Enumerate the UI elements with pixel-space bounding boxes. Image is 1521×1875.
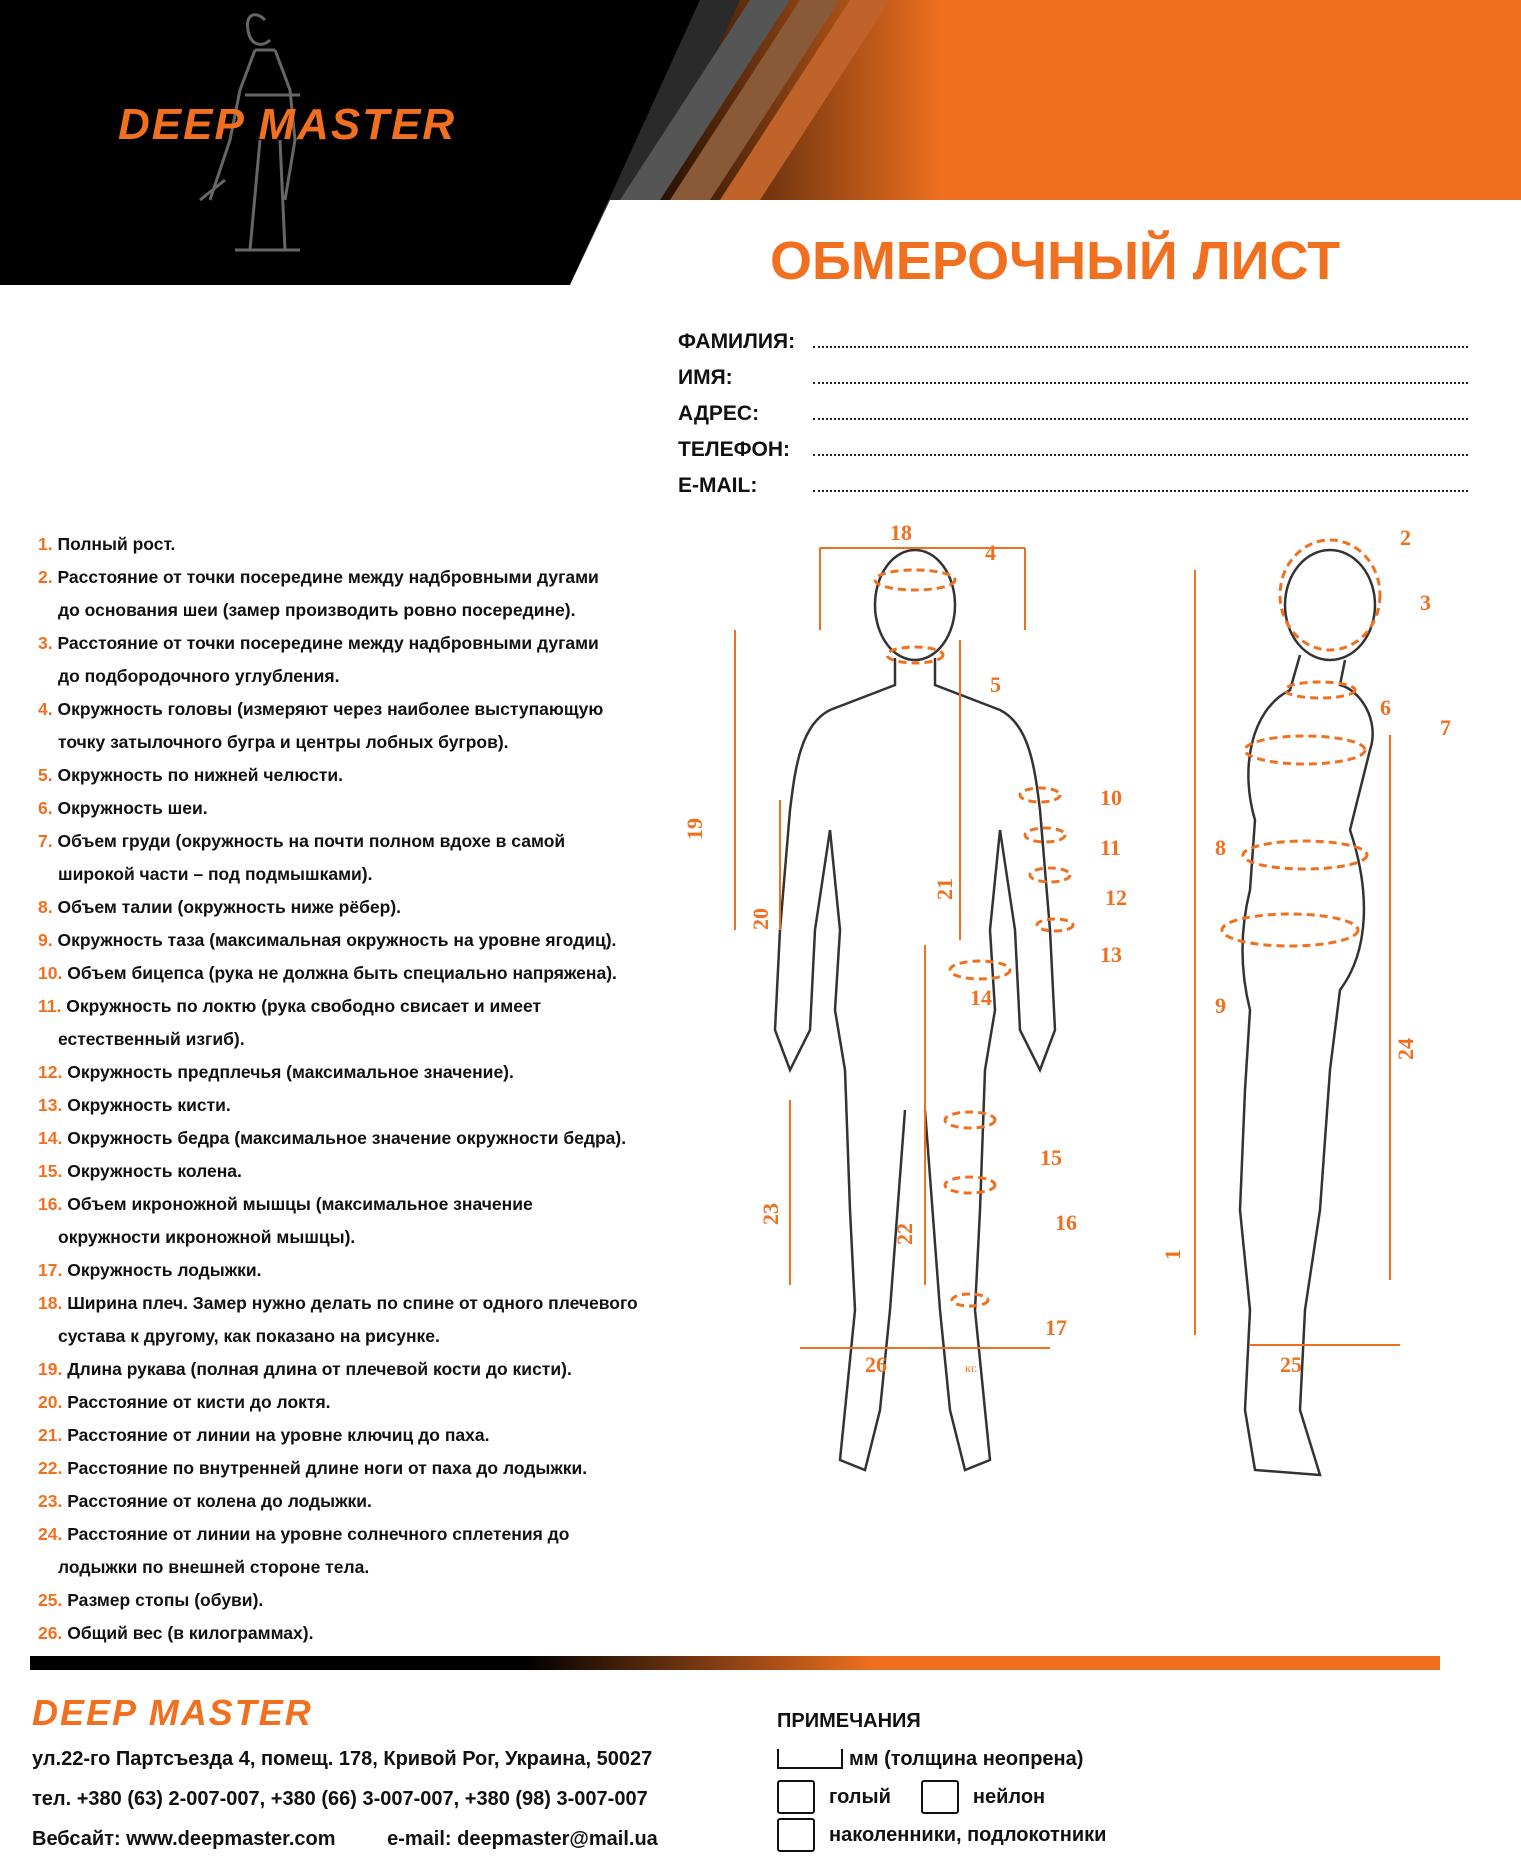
- svg-text:22: 22: [892, 1223, 917, 1245]
- circumference-markers: [875, 540, 1380, 1306]
- measurement-text: Расстояние от кисти до локтя.: [67, 1392, 331, 1412]
- measurement-number: 9.: [38, 930, 53, 950]
- svg-text:23: 23: [758, 1203, 783, 1225]
- measurement-item: [38, 1452, 658, 1485]
- surname-field[interactable]: [813, 332, 1468, 348]
- svg-text:2: 2: [1400, 525, 1411, 550]
- measurement-item: [38, 1089, 658, 1122]
- neoprene-thickness-row: [777, 1740, 1106, 1778]
- form-row-surname: [678, 318, 1468, 354]
- nylon-checkbox[interactable]: [921, 1780, 959, 1814]
- measurement-number: 4.: [38, 699, 53, 719]
- neoprene-thickness-label: мм (толщина неопрена): [849, 1747, 1084, 1770]
- svg-text:17: 17: [1045, 1315, 1067, 1340]
- pads-label: наколенники, подлокотники: [829, 1823, 1107, 1846]
- measurement-text: Окружность предплечья (максимальное значение).: [67, 1062, 514, 1082]
- svg-text:14: 14: [970, 985, 992, 1010]
- measurement-item: [38, 1056, 658, 1089]
- measurement-item: [38, 1287, 658, 1320]
- measurement-item: [38, 891, 658, 924]
- measurement-item: [38, 1122, 658, 1155]
- footer-logo: DEEP MASTER: [32, 1692, 313, 1733]
- measurement-item: [38, 1188, 658, 1221]
- measurement-text: Окружность кисти.: [67, 1095, 231, 1115]
- measurement-number: 7.: [38, 831, 53, 851]
- measurement-number: 11.: [38, 996, 62, 1016]
- svg-text:1: 1: [1160, 1249, 1185, 1260]
- measurement-item: [38, 1023, 658, 1056]
- svg-text:25: 25: [1280, 1352, 1302, 1377]
- address-field[interactable]: [813, 404, 1468, 420]
- name-field[interactable]: [813, 368, 1468, 384]
- measurement-text: Расстояние от точки посередине между надбровными дугами: [57, 567, 599, 587]
- measurement-number: 19.: [38, 1359, 63, 1379]
- neoprene-thickness-field[interactable]: [777, 1749, 843, 1769]
- naked-label: голый: [829, 1785, 891, 1808]
- measurement-text: Окружность шеи.: [57, 798, 208, 818]
- form-label: E-MAIL:: [678, 474, 758, 497]
- measurement-number: 26.: [38, 1623, 63, 1643]
- footer-website[interactable]: Вебсайт: www.deepmaster.com: [32, 1828, 336, 1850]
- measurement-text: Окружность по нижней челюсти.: [57, 765, 344, 785]
- measurement-item: [38, 726, 658, 759]
- measurement-number: 13.: [38, 1095, 63, 1115]
- measurement-item: [38, 660, 658, 693]
- measurement-text: Расстояние по внутренней длине ноги от паха до лодыжки.: [67, 1458, 588, 1478]
- front-body-outline: [775, 550, 1055, 1470]
- form-row-address: [678, 390, 1468, 426]
- measurement-number: 24.: [38, 1524, 63, 1544]
- measurement-number: 1.: [38, 534, 53, 554]
- svg-text:8: 8: [1215, 835, 1226, 860]
- measurement-item: [38, 957, 658, 990]
- measurement-number: 23.: [38, 1491, 63, 1511]
- measurement-text: Объем бицепса (рука не должна быть специально напряжена).: [67, 963, 617, 983]
- measurement-text: широкой части – под подмышками).: [58, 864, 373, 884]
- svg-text:18: 18: [890, 520, 912, 545]
- measurement-number: 5.: [38, 765, 53, 785]
- measurement-text: Расстояние от линии на уровне ключиц до паха.: [67, 1425, 490, 1445]
- measurement-item: [38, 1386, 658, 1419]
- measurement-text: Расстояние от колена до лодыжки.: [67, 1491, 372, 1511]
- measurement-text: Расстояние от линии на уровне солнечного сплетения до: [67, 1524, 570, 1544]
- measurement-text: Расстояние от точки посередине между надбровными дугами: [57, 633, 599, 653]
- measurement-number-labels: [682, 520, 1451, 1377]
- svg-text:21: 21: [932, 878, 957, 900]
- measurement-text: Окружность таза (максимальная окружность на уровне ягодиц).: [57, 930, 617, 950]
- measurement-item: [38, 1518, 658, 1551]
- measurement-number: 17.: [38, 1260, 63, 1280]
- svg-text:26: 26: [865, 1352, 887, 1377]
- form-row-name: [678, 354, 1468, 390]
- measurement-number: 25.: [38, 1590, 63, 1610]
- footer-divider: [30, 1656, 1440, 1670]
- measurement-text: Ширина плеч. Замер нужно делать по спине от одного плечевого: [67, 1293, 638, 1313]
- measurement-number: 14.: [38, 1128, 63, 1148]
- measurement-number: 20.: [38, 1392, 63, 1412]
- measurement-text: Объем талии (окружность ниже рёбер).: [57, 897, 402, 917]
- measurement-item: [38, 1353, 658, 1386]
- svg-text:6: 6: [1380, 695, 1391, 720]
- measurement-number: 16.: [38, 1194, 63, 1214]
- measurement-item: [38, 825, 658, 858]
- form-label: ФАМИЛИЯ:: [678, 330, 796, 353]
- measurement-number: 21.: [38, 1425, 63, 1445]
- measurement-item: [38, 1254, 658, 1287]
- measurement-number: 12.: [38, 1062, 63, 1082]
- measurement-item: [38, 924, 658, 957]
- contact-form: [678, 318, 1468, 498]
- svg-text:24: 24: [1393, 1038, 1418, 1060]
- svg-text:20: 20: [748, 908, 773, 930]
- form-label: АДРЕС:: [678, 402, 760, 425]
- form-label: ИМЯ:: [678, 366, 733, 389]
- form-label: ТЕЛЕФОН:: [678, 438, 790, 461]
- measurement-text: Объем икроножной мышцы (максимальное значение: [67, 1194, 533, 1214]
- measurement-text: Общий вес (в килограммах).: [67, 1623, 314, 1643]
- footer-email[interactable]: e-mail: deepmaster@mail.ua: [387, 1828, 658, 1850]
- notes-title: ПРИМЕЧАНИЯ: [777, 1709, 921, 1732]
- measurement-item: [38, 858, 658, 891]
- phone-field[interactable]: [813, 440, 1468, 456]
- measurement-item: [38, 1584, 658, 1617]
- measurement-item: [38, 627, 658, 660]
- measurement-item: [38, 1419, 658, 1452]
- form-row-phone: [678, 426, 1468, 462]
- measurement-item: [38, 759, 658, 792]
- measurement-text: до подбородочного углубления.: [58, 666, 340, 686]
- svg-text:10: 10: [1100, 785, 1122, 810]
- measurement-item: [38, 1221, 658, 1254]
- body-measurement-diagram: [680, 510, 1480, 1660]
- measurement-item: [38, 792, 658, 825]
- email-field[interactable]: [813, 476, 1468, 492]
- measurement-text: окружности икроножной мышцы).: [58, 1227, 356, 1247]
- svg-text:4: 4: [985, 540, 996, 565]
- measurement-item: [38, 594, 658, 627]
- measurement-number: 3.: [38, 633, 53, 653]
- measurement-text: точку затылочного бугра и центры лобных бугров).: [58, 732, 509, 752]
- measurement-item: [38, 1320, 658, 1353]
- measurement-number: 18.: [38, 1293, 63, 1313]
- pads-checkbox[interactable]: [777, 1818, 815, 1852]
- measurement-item: [38, 1551, 658, 1584]
- measurement-number: 10.: [38, 963, 63, 983]
- footer-address: ул.22-го Партсъезда 4, помещ. 178, Кривой Рог, Украина, 50027: [32, 1748, 653, 1770]
- form-row-email: [678, 462, 1468, 498]
- pads-row: [777, 1816, 1106, 1854]
- measurement-number: 15.: [38, 1161, 63, 1181]
- measurement-text: сустава к другому, как показано на рисунке.: [58, 1326, 440, 1346]
- page-title: ОБМЕРОЧНЫЙ ЛИСТ: [770, 231, 1341, 291]
- lining-options-row: [777, 1778, 1106, 1816]
- measurement-item: [38, 1485, 658, 1518]
- measurement-number: 22.: [38, 1458, 63, 1478]
- measurement-text: Полный рост.: [57, 534, 176, 554]
- measurement-text: до основания шеи (замер производить ровно посередине).: [58, 600, 576, 620]
- measurement-text: Окружность головы (измеряют через наиболее выступающую: [57, 699, 604, 719]
- naked-checkbox[interactable]: [777, 1780, 815, 1814]
- measurement-item: [38, 693, 658, 726]
- footer-contacts: [32, 1828, 658, 1851]
- svg-text:7: 7: [1440, 715, 1451, 740]
- measurement-text: Окружность колена.: [67, 1161, 242, 1181]
- svg-text:9: 9: [1215, 993, 1226, 1018]
- svg-text:3: 3: [1420, 590, 1431, 615]
- svg-text:11: 11: [1100, 835, 1121, 860]
- measurement-item: [38, 1155, 658, 1188]
- measurement-list: [38, 528, 658, 1650]
- svg-text:19: 19: [682, 818, 707, 840]
- svg-text:13: 13: [1100, 942, 1122, 967]
- measurement-number: 2.: [38, 567, 53, 587]
- svg-text:15: 15: [1040, 1145, 1062, 1170]
- notes-section: [777, 1702, 1106, 1854]
- measurement-text: Объем груди (окружность на почти полном вдохе в самой: [57, 831, 566, 851]
- brand-logo: DEEP MASTER: [118, 100, 457, 149]
- measurement-text: Окружность по локтю (рука свободно свисает и имеет: [66, 996, 542, 1016]
- measurement-item: [38, 1617, 658, 1650]
- measurement-text: естественный изгиб).: [58, 1029, 245, 1049]
- measurement-item: [38, 990, 658, 1023]
- measurement-text: Длина рукава (полная длина от плечевой кости до кисти).: [67, 1359, 572, 1379]
- nylon-label: нейлон: [972, 1785, 1046, 1808]
- measurement-item: [38, 528, 658, 561]
- measurement-text: лодыжки по внешней стороне тела.: [58, 1557, 370, 1577]
- weight-unit: кг.: [965, 1361, 978, 1375]
- measurement-text: Окружность бедра (максимальное значение окружности бедра).: [67, 1128, 627, 1148]
- svg-text:5: 5: [990, 672, 1001, 697]
- measurement-number: 8.: [38, 897, 53, 917]
- measurement-text: Размер стопы (обуви).: [67, 1590, 264, 1610]
- measurement-item: [38, 561, 658, 594]
- footer-phones: тел. +380 (63) 2-007-007, +380 (66) 3-007-007, +380 (98) 3-007-007: [32, 1788, 648, 1810]
- measurement-text: Окружность лодыжки.: [67, 1260, 262, 1280]
- svg-text:12: 12: [1105, 885, 1127, 910]
- svg-text:16: 16: [1055, 1210, 1077, 1235]
- measurement-number: 6.: [38, 798, 53, 818]
